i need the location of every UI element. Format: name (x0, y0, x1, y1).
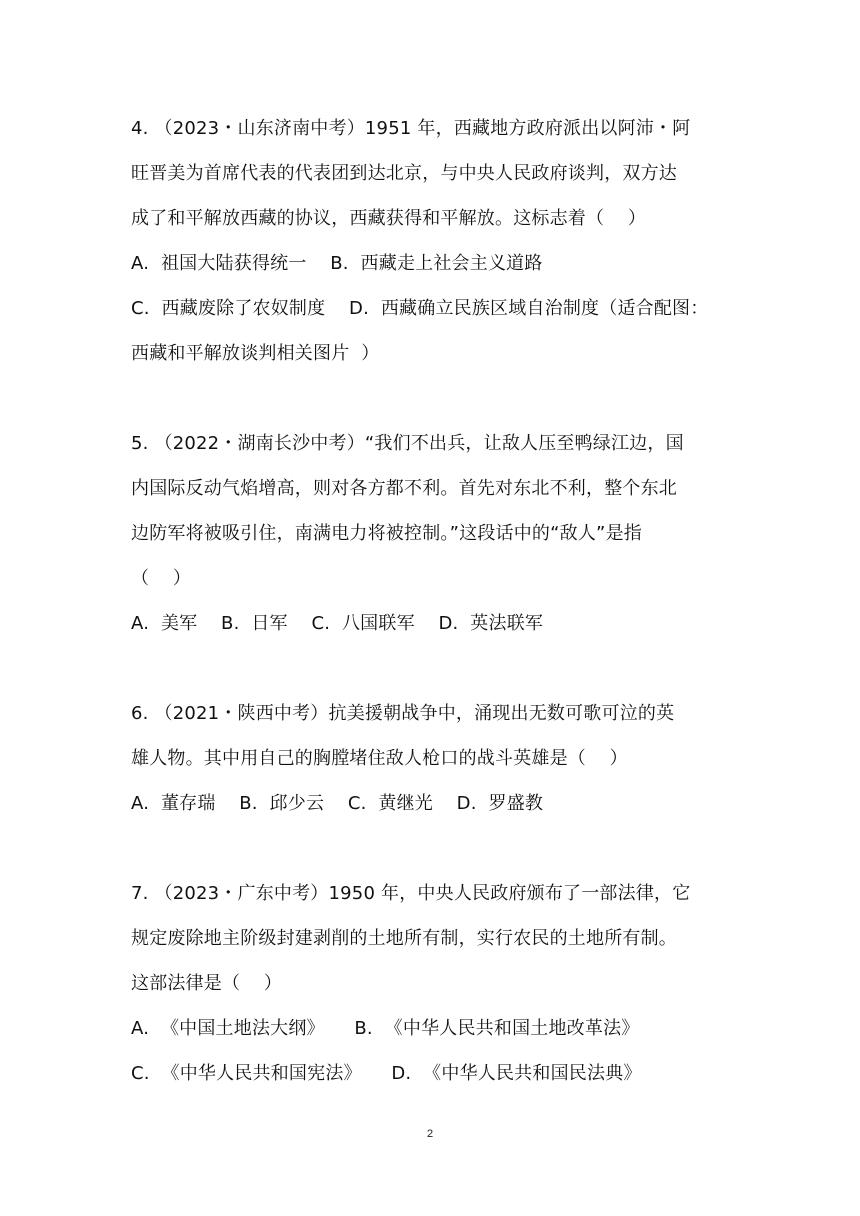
question-text-line: 雄人物。其中用自己的胸膛堵住敌人枪口的战斗英雄是（ ） (131, 748, 628, 769)
option-line: A. 祖国大陆获得统一 B. 西藏走上社会主义道路 (131, 253, 543, 274)
question-text-line: 旺晋美为首席代表的代表团到达北京，与中央人民政府谈判，双方达 (131, 163, 677, 184)
option-line: A. 董存瑞 B. 邱少云 C. 黄继光 D. 罗盛教 (131, 793, 544, 814)
question-text-line: 4. （2023・山东济南中考）1951 年，西藏地方政府派出以阿沛・阿 (131, 118, 691, 139)
option-line: C. 西藏废除了农奴制度 D. 西藏确立民族区域自治制度（适合配图： (131, 298, 709, 319)
page-number: 2 (426, 1128, 434, 1140)
option-line: A. 《中国土地法大纲》 B. 《中华人民共和国土地改革法》 (131, 1018, 640, 1039)
option-line: A. 美军 B. 日军 C. 八国联军 D. 英法联军 (131, 613, 544, 634)
question-text-line: 规定废除地主阶级封建剥削的土地所有制，实行农民的土地所有制。 (131, 928, 677, 949)
question-text-line: 6. （2021・陕西中考）抗美援朝战争中，涌现出无数可歌可泣的英 (131, 703, 675, 724)
question-text-line: 7. （2023・广东中考）1950 年，中央人民政府颁布了一部法律，它 (131, 883, 691, 904)
question-text-line: 成了和平解放西藏的协议，西藏获得和平解放。这标志着（ ） (131, 208, 647, 229)
option-line: C. 《中华人民共和国宪法》 D. 《中华人民共和国民法典》 (131, 1063, 642, 1084)
option-line: 西藏和平解放谈判相关图片 ） (131, 343, 380, 364)
question-text-line: 5. （2022・湖南长沙中考）“我们不出兵，让敌人压至鸭绿江边，国 (131, 433, 684, 454)
question-text-line: （ ） (131, 568, 192, 589)
question-text-line: 边防军将被吸引住，南满电力将被控制。”这段话中的“敌人”是指 (131, 523, 642, 544)
question-text-line: 这部法律是（ ） (131, 973, 283, 994)
question-text-line: 内国际反动气焰增高，则对各方都不利。首先对东北不利，整个东北 (131, 478, 677, 499)
